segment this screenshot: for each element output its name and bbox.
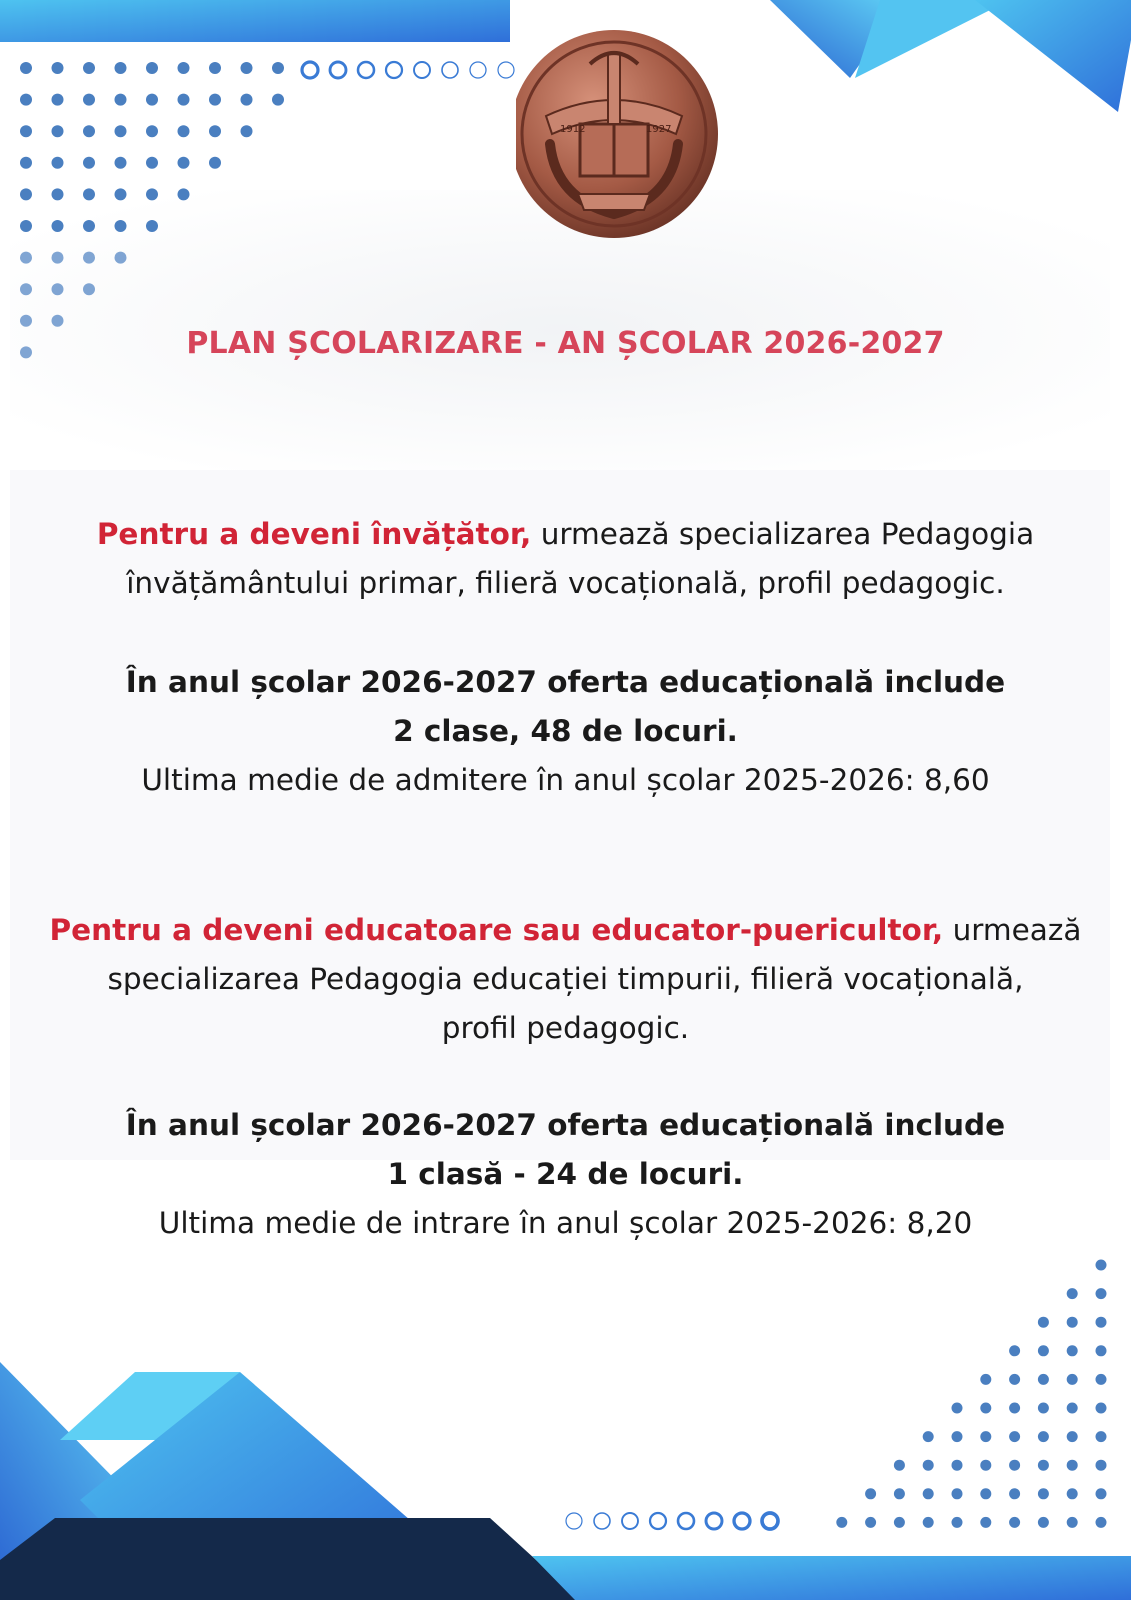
decorative-dot xyxy=(272,62,284,74)
decorative-dot xyxy=(865,1488,876,1499)
decorative-dot xyxy=(894,1517,905,1528)
decorative-dot xyxy=(1096,1403,1107,1414)
decorative-dot xyxy=(1067,1460,1078,1471)
decorative-dot xyxy=(1038,1488,1049,1499)
section-primary-average: Ultima medie de admitere în anul școlar 2025-2026: 8,60 xyxy=(141,763,990,797)
decorative-dot xyxy=(146,188,158,200)
decorative-dot xyxy=(1038,1431,1049,1442)
decorative-dot xyxy=(330,62,346,78)
decorative-dot xyxy=(1096,1517,1107,1528)
decorative-dot xyxy=(980,1460,991,1471)
decorative-dot xyxy=(209,94,221,106)
decorative-dot xyxy=(83,220,95,232)
decorative-dot xyxy=(1067,1288,1078,1299)
decorative-dot xyxy=(650,1513,666,1529)
medal-year-left: 1912 xyxy=(560,124,586,135)
decorative-dot xyxy=(894,1488,905,1499)
decorative-dot xyxy=(52,94,64,106)
decorative-dot xyxy=(209,125,221,137)
top-right-shape-4 xyxy=(975,0,1131,112)
top-left-blue-bar xyxy=(0,0,510,42)
section-early-offer-line-2: 1 clasă - 24 de locuri. xyxy=(387,1157,744,1191)
decorative-dot xyxy=(20,315,32,327)
decorative-dot xyxy=(83,188,95,200)
top-right-shape-2 xyxy=(855,0,1010,78)
decorative-dot xyxy=(1067,1345,1078,1356)
decorative-dot xyxy=(358,62,374,78)
decorative-dot xyxy=(52,283,64,295)
decorative-dot xyxy=(52,62,64,74)
decorative-dot xyxy=(980,1431,991,1442)
decorative-dot xyxy=(1096,1431,1107,1442)
decorative-dot xyxy=(1009,1345,1020,1356)
section-early-average: Ultima medie de intrare în anul școlar 2025-2026: 8,20 xyxy=(158,1206,973,1240)
decorative-dot xyxy=(923,1431,934,1442)
decorative-dot xyxy=(83,252,95,264)
decorative-dot xyxy=(894,1460,905,1471)
decorative-dot xyxy=(146,157,158,169)
rings-bottom xyxy=(566,1513,778,1529)
decorative-dot xyxy=(923,1517,934,1528)
decorative-dot xyxy=(52,188,64,200)
decorative-dot xyxy=(52,220,64,232)
decorative-dot xyxy=(386,62,402,78)
decorative-dot xyxy=(115,252,127,264)
decorative-dot xyxy=(470,62,486,78)
decorative-dot xyxy=(952,1431,963,1442)
decorative-dot xyxy=(980,1488,991,1499)
decorative-dot xyxy=(952,1460,963,1471)
decorative-dot xyxy=(20,283,32,295)
decorative-dot xyxy=(1009,1460,1020,1471)
decorative-dot xyxy=(952,1488,963,1499)
decorative-dot xyxy=(706,1513,722,1529)
decorative-dot xyxy=(83,283,95,295)
decorative-dot xyxy=(762,1513,778,1529)
decorative-dot xyxy=(1038,1517,1049,1528)
decorative-dot xyxy=(20,94,32,106)
decorative-dot xyxy=(923,1488,934,1499)
decorative-dot xyxy=(115,62,127,74)
decorative-dot xyxy=(115,157,127,169)
decorative-dot xyxy=(414,62,430,78)
decorative-dot xyxy=(146,62,158,74)
decorative-dot xyxy=(20,252,32,264)
section-early-lead: Pentru a deveni educatoare sau educator-puericultor, xyxy=(49,913,944,947)
section-early-text-1: urmează xyxy=(943,913,1082,947)
decorative-dot xyxy=(1096,1317,1107,1328)
decorative-dot xyxy=(1067,1374,1078,1385)
bottom-left-navy-shape xyxy=(0,1518,580,1600)
page-title: PLAN ȘCOLARIZARE - AN ȘCOLAR 2026-2027 xyxy=(186,326,945,361)
dots-bottom-right xyxy=(836,1260,1106,1528)
decorative-dot xyxy=(980,1374,991,1385)
decorative-dot xyxy=(1067,1517,1078,1528)
decorative-dot xyxy=(52,252,64,264)
decorative-dot xyxy=(146,125,158,137)
decorative-dot xyxy=(52,157,64,169)
decorative-dot xyxy=(1096,1460,1107,1471)
decorative-dot xyxy=(1009,1374,1020,1385)
section-primary-offer-line-1: În anul școlar 2026-2027 oferta educațională include xyxy=(125,665,1006,699)
decorative-dot xyxy=(241,125,253,137)
decorative-dot xyxy=(622,1513,638,1529)
decorative-dot xyxy=(865,1517,876,1528)
decorative-dot xyxy=(1009,1488,1020,1499)
decorative-dot xyxy=(146,94,158,106)
decorative-dot xyxy=(178,94,190,106)
decorative-dot xyxy=(115,94,127,106)
decorative-dot xyxy=(1009,1403,1020,1414)
section-primary-lead: Pentru a deveni învățător, xyxy=(96,517,532,551)
decorative-dot xyxy=(52,315,64,327)
section-primary-text-2: învățământului primar, filieră vocațională, profil pedagogic. xyxy=(126,566,1005,600)
decorative-dot xyxy=(1096,1345,1107,1356)
decorative-dot xyxy=(178,188,190,200)
decorative-dot xyxy=(83,125,95,137)
decorative-dot xyxy=(83,94,95,106)
section-primary-offer xyxy=(10,658,1121,805)
decorative-dot xyxy=(1009,1431,1020,1442)
decorative-dot xyxy=(1096,1488,1107,1499)
decorative-dot xyxy=(442,62,458,78)
decorative-dot xyxy=(115,188,127,200)
decorative-dot xyxy=(83,62,95,74)
decorative-dot xyxy=(836,1517,847,1528)
decorative-dot xyxy=(952,1517,963,1528)
section-primary-text-1: urmează specializarea Pedagogia xyxy=(531,517,1035,551)
decorative-dot xyxy=(178,125,190,137)
decorative-dot xyxy=(1038,1345,1049,1356)
decorative-dot xyxy=(980,1517,991,1528)
decorative-dot xyxy=(1096,1260,1107,1271)
decorative-dot xyxy=(1067,1431,1078,1442)
decorative-dot xyxy=(980,1403,991,1414)
section-primary-offer-line-2: 2 clase, 48 de locuri. xyxy=(393,714,738,748)
decorative-dot xyxy=(209,157,221,169)
decorative-dot xyxy=(115,220,127,232)
decorative-dot xyxy=(1009,1517,1020,1528)
decorative-dot xyxy=(952,1403,963,1414)
decorative-dot xyxy=(1038,1374,1049,1385)
decorative-dot xyxy=(1096,1288,1107,1299)
rings-top xyxy=(302,62,514,78)
bottom-right-blue-bar xyxy=(532,1556,1131,1600)
section-primary-teacher xyxy=(10,510,1121,608)
decorative-dot xyxy=(241,94,253,106)
decorative-dot xyxy=(1067,1403,1078,1414)
decorative-dot xyxy=(20,188,32,200)
school-medal-emblem-icon xyxy=(516,24,734,250)
section-early-offer-line-1: În anul școlar 2026-2027 oferta educațională include xyxy=(125,1108,1006,1142)
section-early-text-3: profil pedagogic. xyxy=(441,1011,690,1045)
decorative-dot xyxy=(1067,1317,1078,1328)
decorative-dot xyxy=(20,157,32,169)
section-early-education xyxy=(10,906,1121,1053)
decorative-dot xyxy=(923,1460,934,1471)
decorative-dot xyxy=(272,94,284,106)
decorative-dot xyxy=(1038,1317,1049,1328)
medal-year-right: 1927 xyxy=(646,124,672,135)
decorative-dot xyxy=(178,157,190,169)
decorative-dot xyxy=(1096,1374,1107,1385)
decorative-dot xyxy=(1038,1403,1049,1414)
decorative-dot xyxy=(83,157,95,169)
decorative-dot xyxy=(178,62,190,74)
decorative-dot xyxy=(734,1513,750,1529)
section-early-text-2: specializarea Pedagogia educației timpurii, filieră vocațională, xyxy=(107,962,1024,996)
decorative-dot xyxy=(566,1513,582,1529)
decorative-dot xyxy=(498,62,514,78)
decorative-dot xyxy=(20,220,32,232)
decorative-dot xyxy=(1067,1488,1078,1499)
decorative-dot xyxy=(241,62,253,74)
decorative-dot xyxy=(302,62,318,78)
decorative-dot xyxy=(678,1513,694,1529)
decorative-dot xyxy=(20,62,32,74)
decorative-dot xyxy=(20,125,32,137)
decorative-dot xyxy=(1038,1460,1049,1471)
decorative-dot xyxy=(209,62,221,74)
decorative-dot xyxy=(52,125,64,137)
decorative-dot xyxy=(115,125,127,137)
section-early-offer xyxy=(10,1101,1121,1248)
decorative-dot xyxy=(594,1513,610,1529)
decorative-dot xyxy=(146,220,158,232)
